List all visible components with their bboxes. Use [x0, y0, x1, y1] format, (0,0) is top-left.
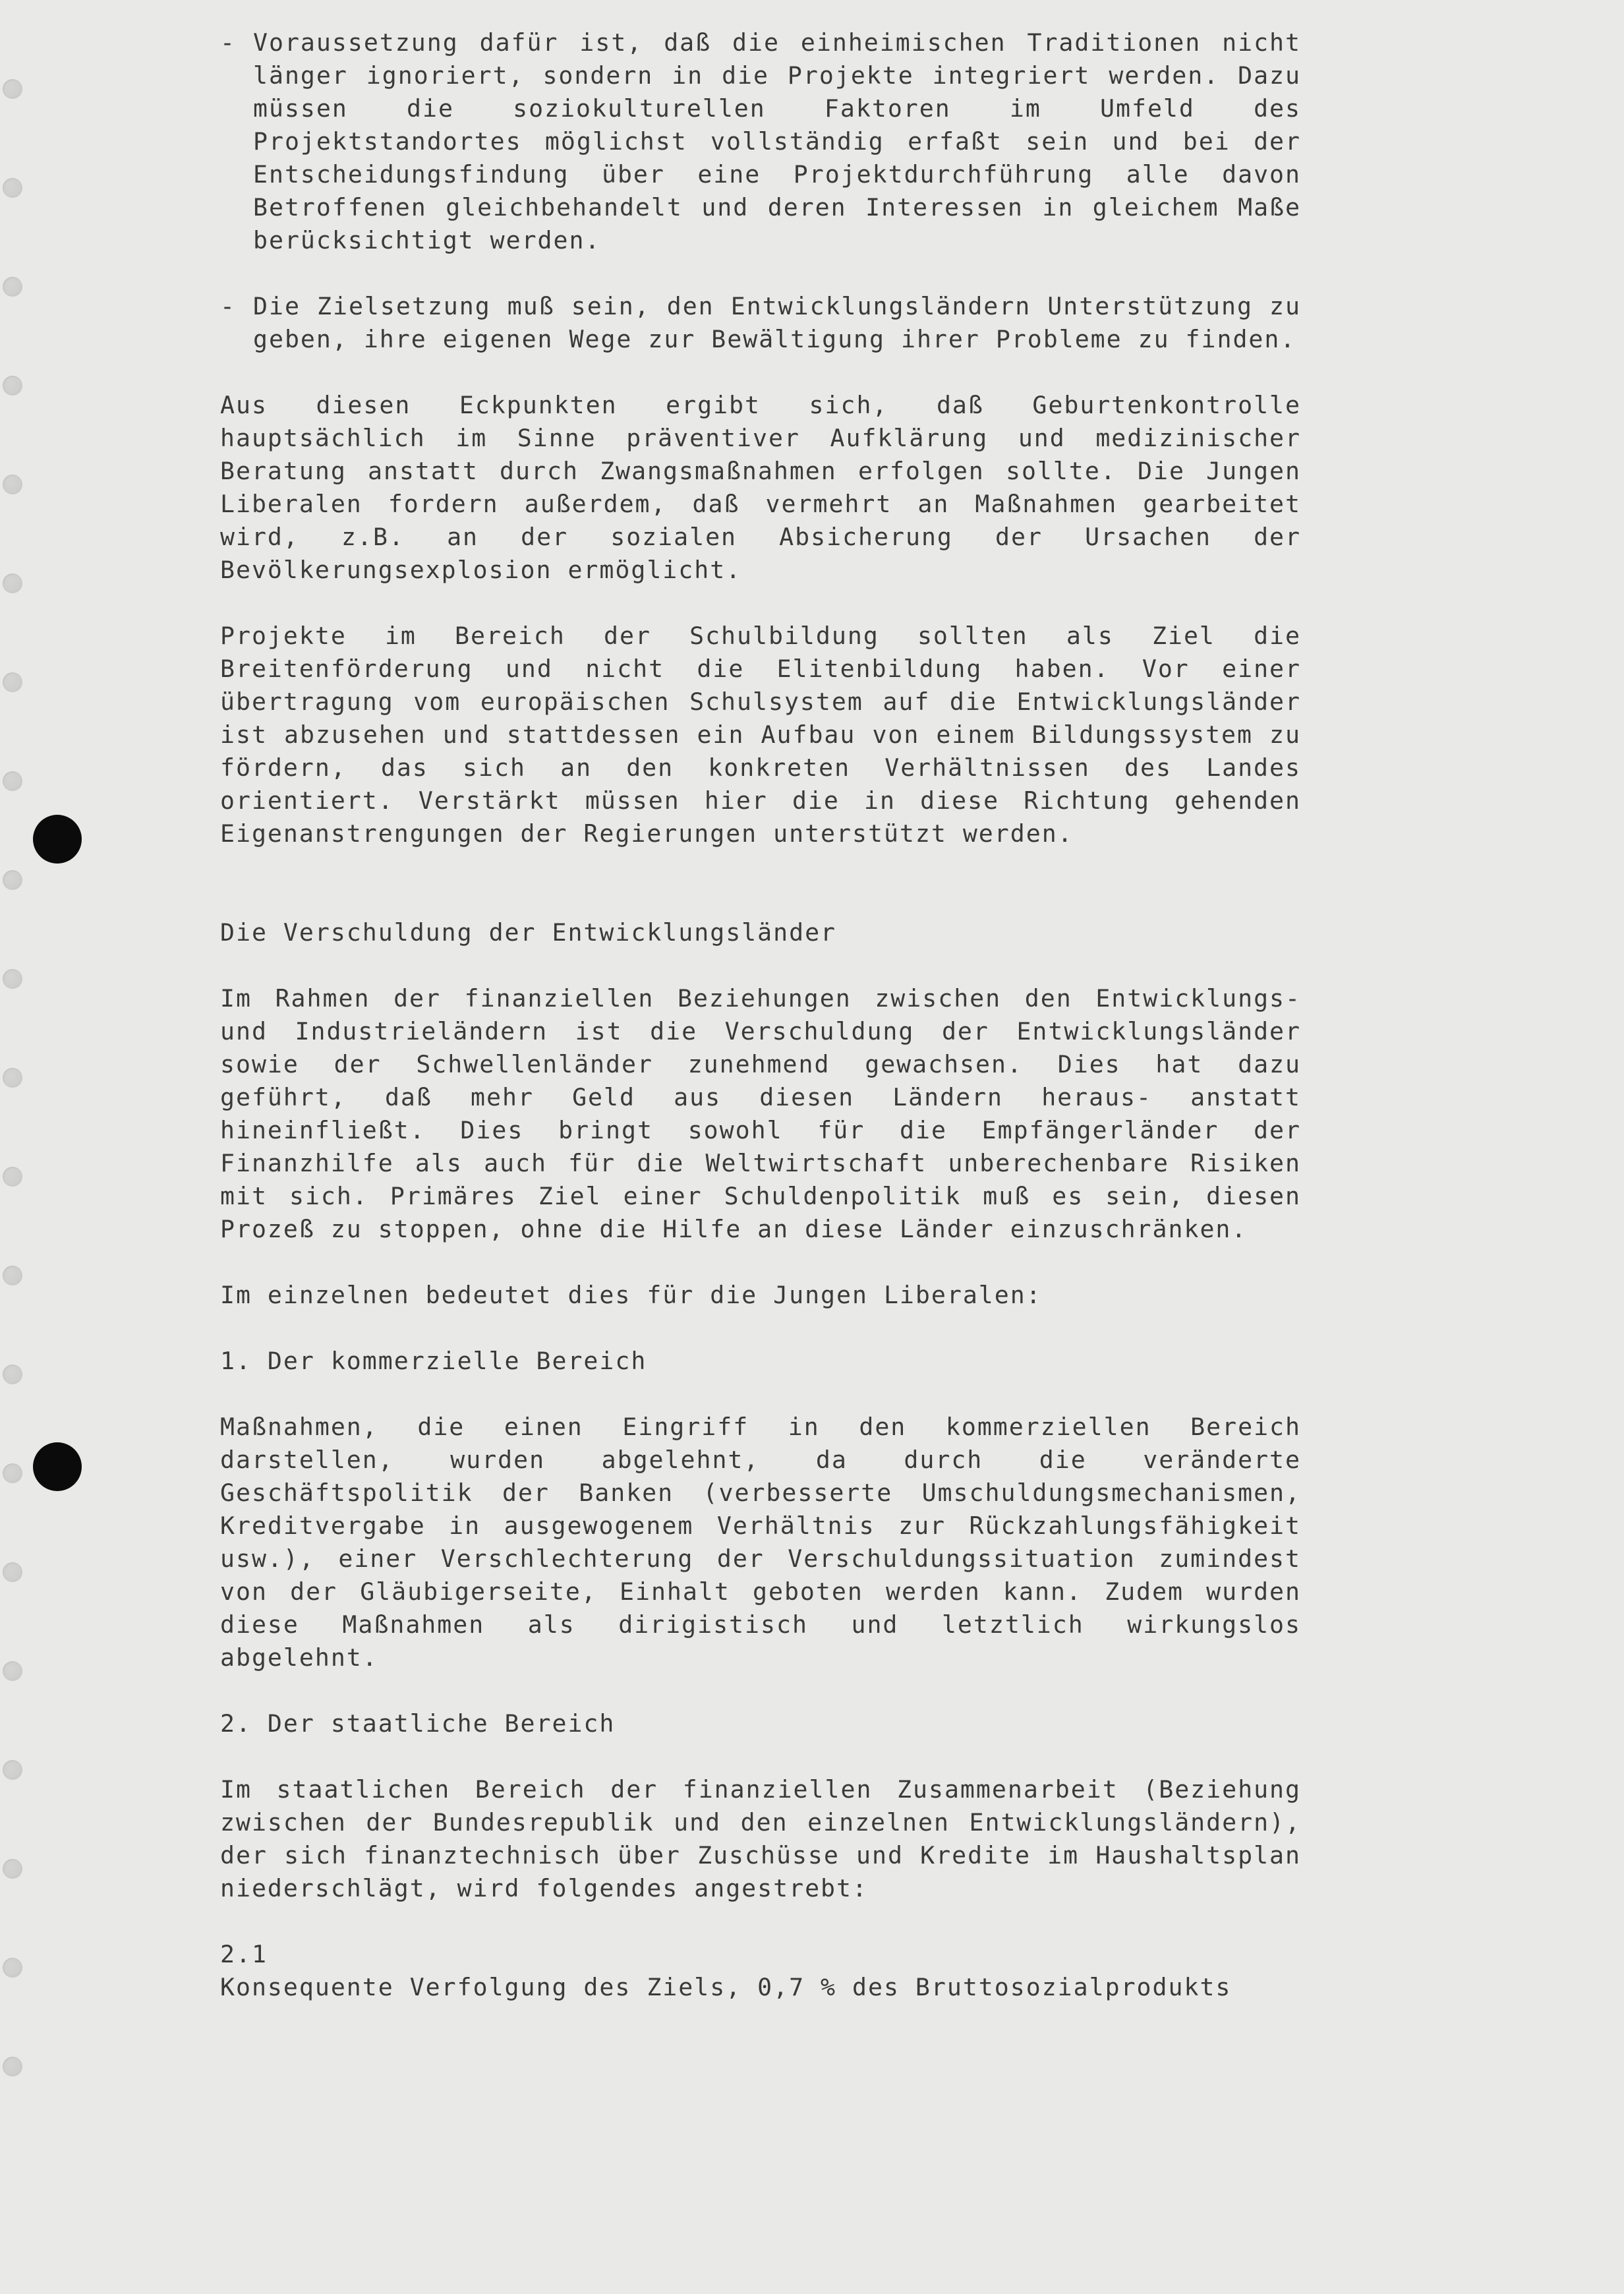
binder-hole [3, 1562, 22, 1582]
paragraph: Im einzelnen bedeutet dies für die Jungen Liberalen: [220, 1281, 1042, 1309]
binder-hole [3, 1266, 22, 1285]
paragraph: Im Rahmen der finanziellen Beziehungen zwischen den Entwicklungs- und Industrieländern ist die Verschuldung der Entwicklungsländer sowie der Schwellenländer zunehmend gewachsen. Dies hat dazu geführt, daß mehr Geld aus diesen Ländern heraus- anstatt hineinfließt. Dies bringt sowohl für die Empfängerländer der Finanzhilfe als auch für die Weltwirtschaft unberechenbare Risiken mit sich. Primäres Ziel einer Schuldenpolitik muß es sein, diesen Prozeß zu stoppen, ohne die Hilfe an diese Länder einzuschränken. [220, 984, 1301, 1243]
binder-hole [3, 574, 22, 593]
subsection-heading: 2. Der staatliche Bereich [220, 1709, 616, 1738]
bullet-text: Voraussetzung dafür ist, daß die einheimischen Traditionen nicht länger ignoriert, sondern in die Projekte integriert werden. Dazu müssen die soziokulturellen Faktoren im Umfeld des Projektstandortes möglichst vollständig erfaßt sein und bei der Entscheidungsfindung über eine Projektdurchführung alle davon Betroffenen gleichbehandelt und deren Interessen in gleichem Maße berücksichtigt werden. [253, 28, 1301, 254]
binder-hole [3, 1167, 22, 1187]
binder-hole [3, 1463, 22, 1483]
bullet-item [220, 26, 1301, 257]
document-page [220, 26, 1301, 2004]
binder-hole [3, 1760, 22, 1780]
item-number: 2.1 [220, 1940, 268, 1968]
binder-hole [3, 475, 22, 494]
punch-hole [33, 1442, 82, 1491]
paragraph: Projekte im Bereich der Schulbildung sollten als Ziel die Breitenförderung und nicht die Elitenbildung haben. Vor einer übertragung vom europäischen Schulsystem auf die Entwicklungsländer ist abzusehen und stattdessen ein Aufbau von einem Bildungssystem zu fördern, das sich an den konkreten Verhältnissen des Landes orientiert. Verstärkt müssen hier die in diese Richtung gehenden Eigenanstrengungen der Regierungen unterstützt werden. [220, 622, 1301, 848]
binder-hole [3, 870, 22, 890]
paragraph: Im staatlichen Bereich der finanziellen Zusammenarbeit (Beziehung zwischen der Bundesrepublik und den einzelnen Entwicklungsländern), der sich finanztechnisch über Zuschüsse und Kredite im Haushaltsplan niederschlägt, wird folgendes angestrebt: [220, 1775, 1301, 1902]
punch-hole [33, 815, 82, 864]
bullet-marker: - [220, 292, 236, 320]
binder-hole [3, 771, 22, 791]
binder-hole [3, 1859, 22, 1879]
paragraph: Konsequente Verfolgung des Ziels, 0,7 % des Bruttosozialprodukts [220, 1973, 1232, 2001]
binder-hole [3, 1365, 22, 1384]
section-heading: Die Verschuldung der Entwicklungsländer [220, 918, 837, 947]
subsection-heading: 1. Der kommerzielle Bereich [220, 1347, 647, 1375]
bullet-item [220, 290, 1301, 356]
bullet-text: Die Zielsetzung muß sein, den Entwicklungsländern Unterstützung zu geben, ihre eigenen Wege zur Bewältigung ihrer Probleme zu finden. [253, 292, 1301, 353]
binder-hole [3, 1068, 22, 1088]
paragraph: Aus diesen Eckpunkten ergibt sich, daß Geburtenkontrolle hauptsächlich im Sinne präventiver Aufklärung und medizinischer Beratung anstatt durch Zwangsmaßnahmen erfolgen sollte. Die Jungen Liberalen fordern außerdem, daß vermehrt an Maßnahmen gearbeitet wird, z.B. an der sozialen Absicherung der Ursachen der Bevölkerungsexplosion ermöglicht. [220, 391, 1301, 584]
binder-hole [3, 1661, 22, 1681]
binder-hole [3, 672, 22, 692]
binder-hole [3, 1958, 22, 1978]
binder-hole [3, 2057, 22, 2076]
binder-hole [3, 79, 22, 99]
binder-hole [3, 277, 22, 297]
bullet-marker: - [220, 28, 236, 57]
binder-hole [3, 376, 22, 396]
binder-hole [3, 969, 22, 989]
binder-hole [3, 178, 22, 198]
paragraph: Maßnahmen, die einen Eingriff in den kommerziellen Bereich darstellen, wurden abgelehnt, da durch die veränderte Geschäftspolitik der Banken (verbesserte Umschuldungsmechanismen, Kreditvergabe in ausgewogenem Verhältnis zur Rückzahlungsfähigkeit usw.), einer Verschlechterung der Verschuldungssituation zumindest von der Gläubigerseite, Einhalt geboten werden kann. Zudem wurden diese Maßnahmen als dirigistisch und letztlich wirkungslos abgelehnt. [220, 1413, 1301, 1672]
